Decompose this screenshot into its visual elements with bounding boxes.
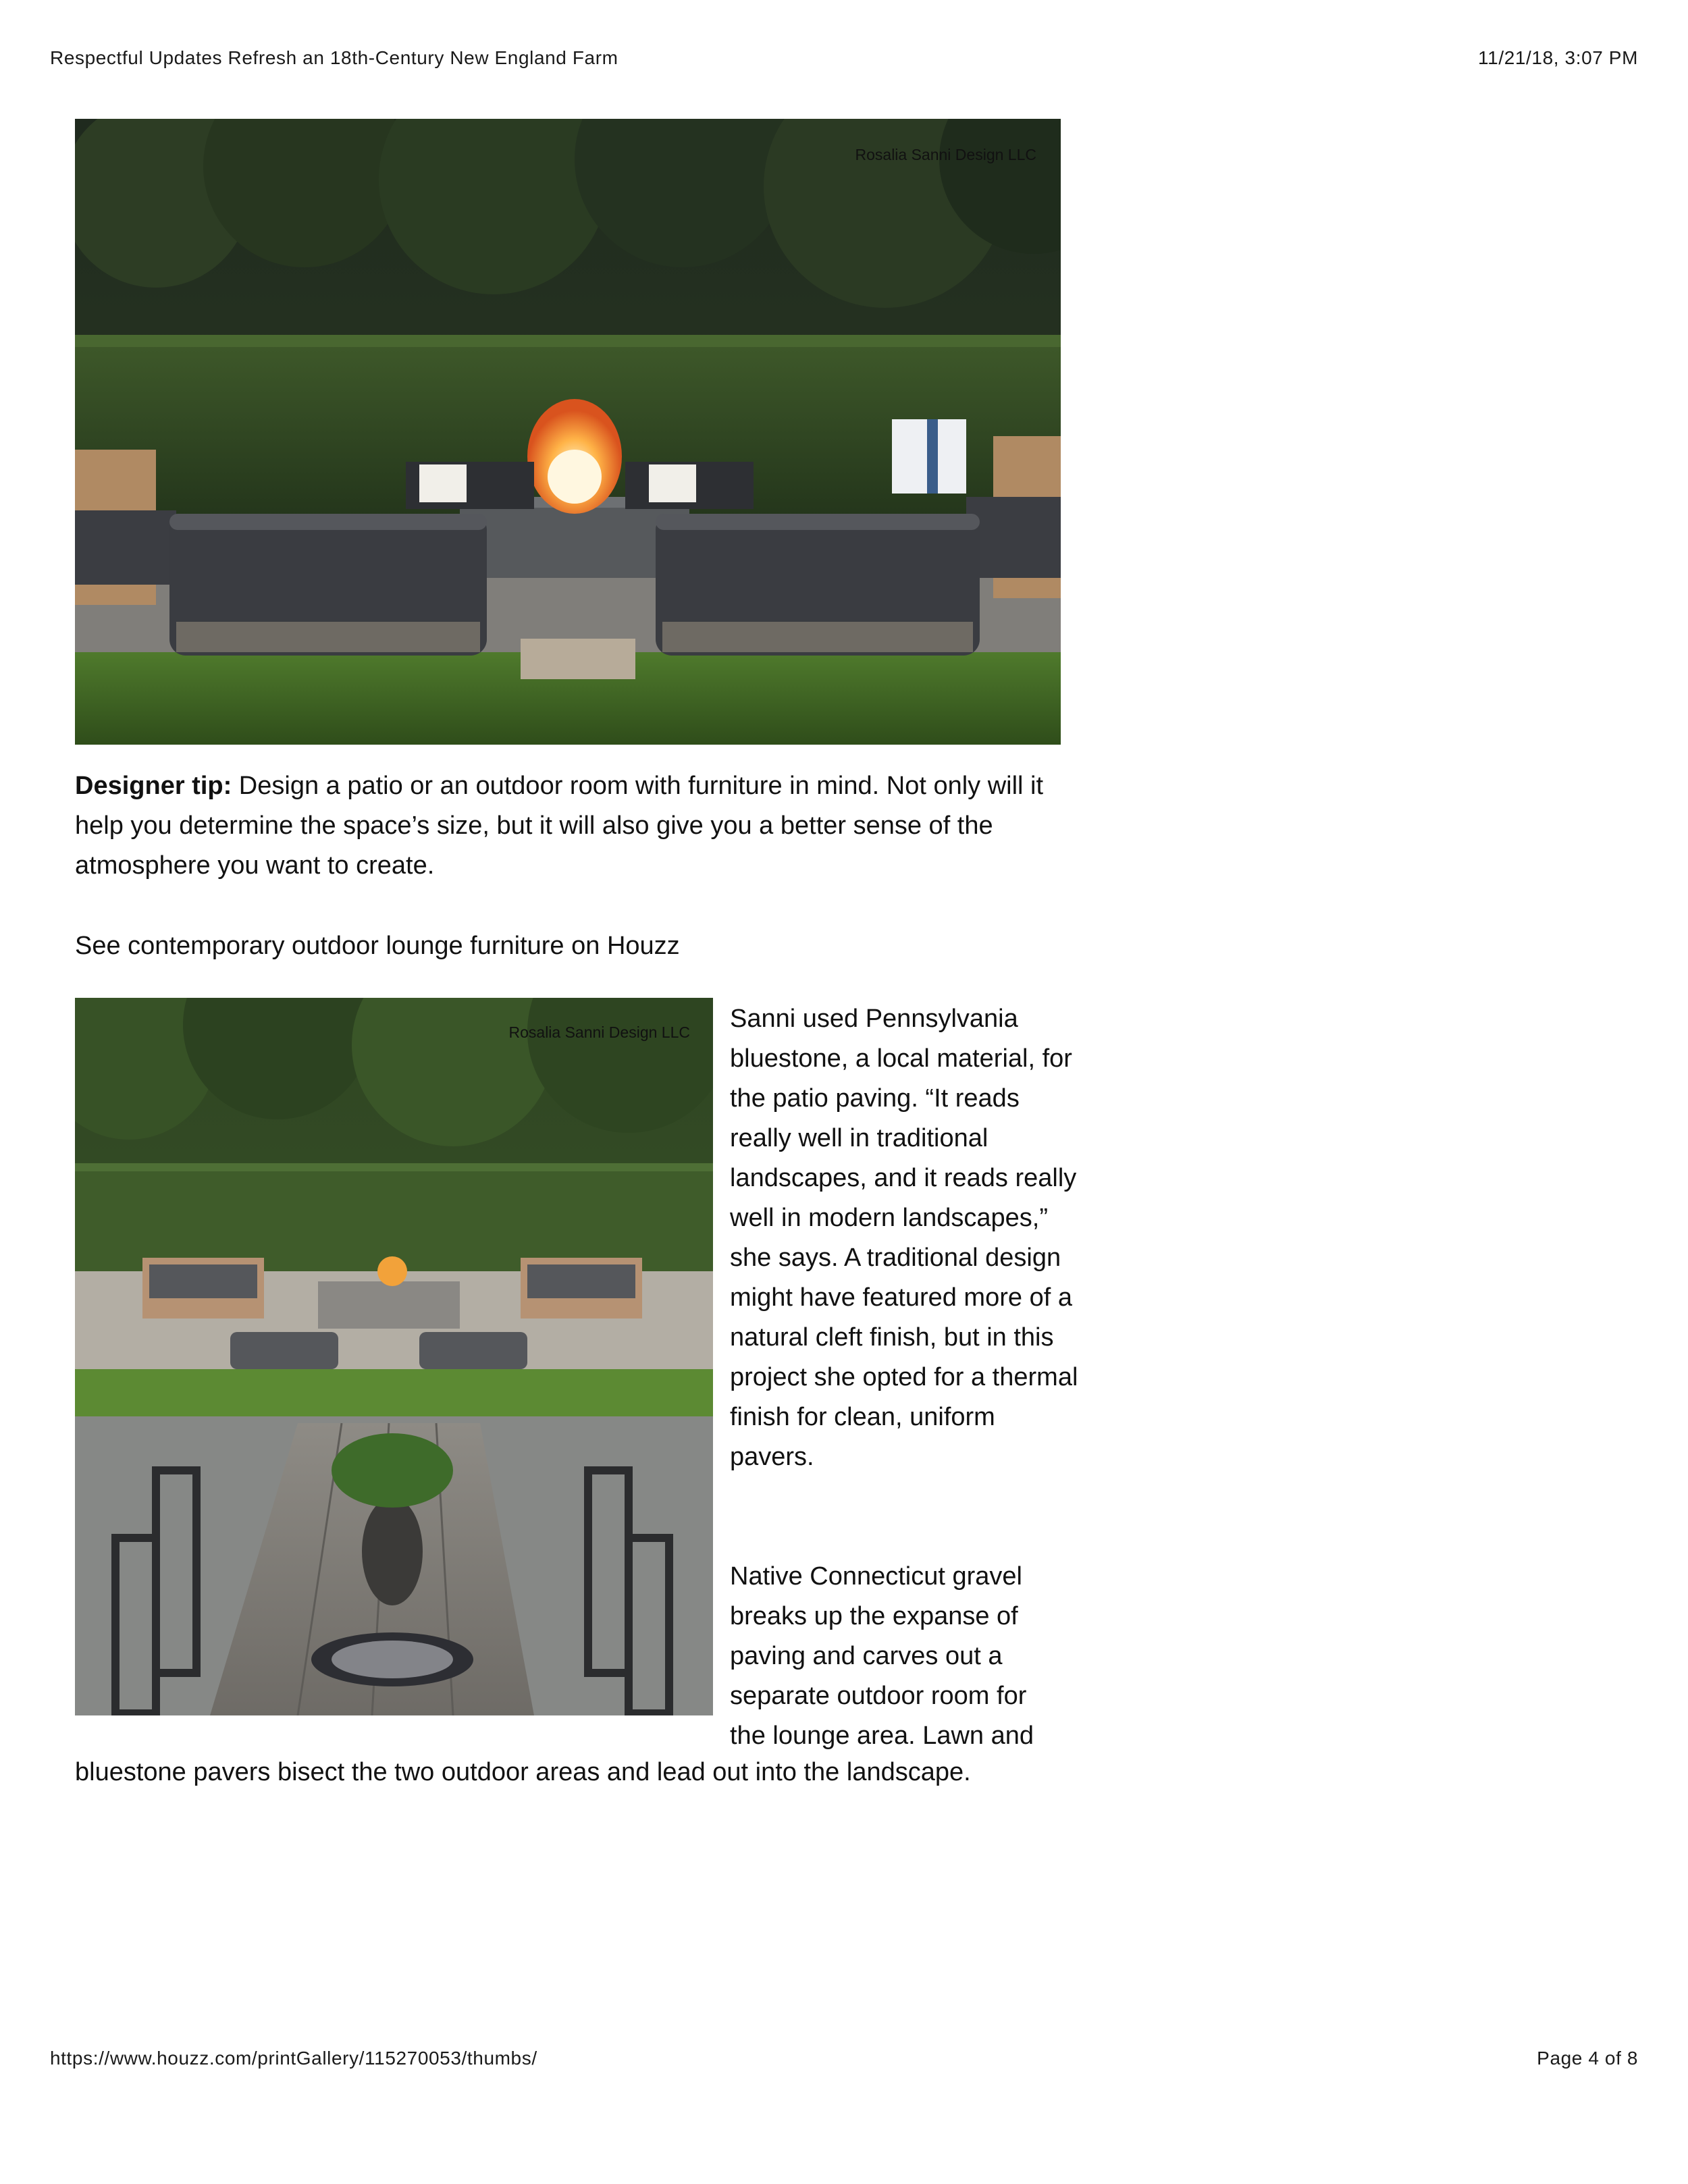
patio-overview-photo — [75, 998, 713, 1715]
designer-tip-text: Design a patio or an outdoor room with furniture in mind. Not only will it help you determine the space’s size, but it will also give you a better sense of the atmosphere you want to create. — [75, 772, 1044, 880]
page-url: https://www.houzz.com/printGallery/115270053/thumbs/ — [50, 2048, 537, 2069]
photo-credit: Rosalia Sanni Design LLC — [855, 146, 1036, 163]
gravel-paragraph-line: the lounge area. Lawn and — [730, 1722, 1034, 1750]
bluestone-paragraph: Sanni used Pennsylvania bluestone, a local material, for the patio paving. “It reads really well in traditional landscapes, and it reads really well in modern landscapes,” she says. A traditional design might have featured more of a natural cleft finish, but in this project she opted for a thermal finish for clean, uniform pavers. — [730, 1005, 1078, 1471]
fire-pit-lounge-illustration — [75, 119, 1061, 745]
designer-tip — [75, 766, 1074, 886]
photo-credit: Rosalia Sanni Design LLC — [508, 1023, 690, 1041]
furniture-link[interactable]: See contemporary outdoor lounge furniture on Houzz — [75, 932, 680, 960]
gravel-paragraph: Native Connecticut gravel breaks up the expanse of paving and carves out a separate outdoor room for — [730, 1562, 1027, 1710]
fire-pit-lounge-photo — [75, 119, 1061, 745]
designer-tip-label: Designer tip: — [75, 772, 232, 800]
page-header-datetime: 11/21/18, 3:07 PM — [1478, 47, 1638, 68]
page-header-title: Respectful Updates Refresh an 18th-Century New England Farm — [50, 47, 618, 68]
patio-overview-illustration — [75, 998, 713, 1715]
page-number: Page 4 of 8 — [1537, 2048, 1638, 2069]
gravel-paragraph-end: bluestone pavers bisect the two outdoor areas and lead out into the landscape. — [75, 1758, 971, 1786]
